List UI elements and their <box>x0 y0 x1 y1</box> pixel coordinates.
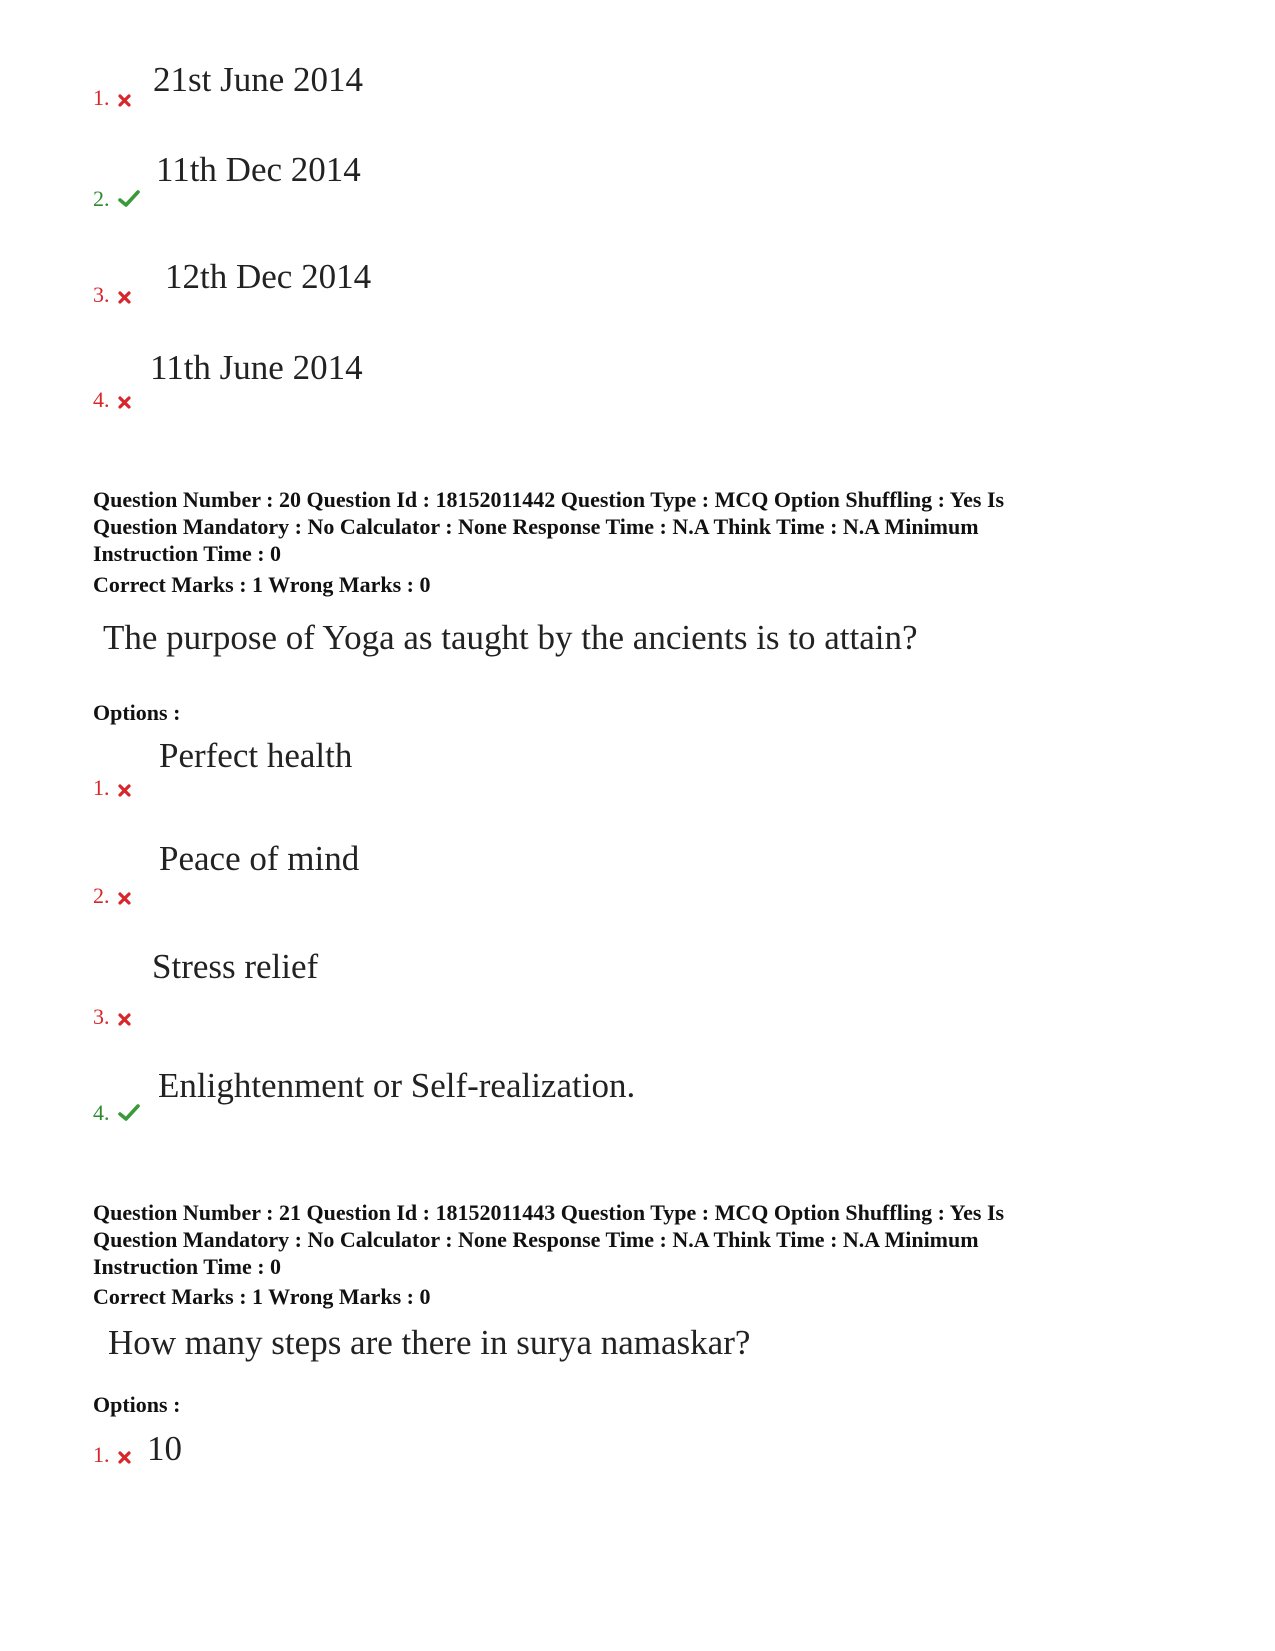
q20-option-3-text: Stress relief <box>152 947 319 986</box>
question-20-meta <box>93 486 1004 567</box>
option-number: 3. <box>93 282 110 307</box>
q20-option-2 <box>93 884 131 910</box>
meta-line-2: Question Mandatory : No Calculator : None Response Time : N.A Think Time : N.A Minimum <box>93 1227 979 1252</box>
cross-icon <box>118 886 131 910</box>
meta-line-3: Instruction Time : 0 <box>93 1254 282 1279</box>
cross-icon <box>118 778 131 802</box>
option-number: 1. <box>93 85 110 110</box>
cross-icon <box>118 285 131 309</box>
option-number: 3. <box>93 1004 110 1029</box>
q20-option-4-text: Enlightenment or Self-realization. <box>158 1066 636 1105</box>
check-icon <box>118 189 140 213</box>
check-icon <box>118 1103 140 1127</box>
q20-option-1 <box>93 776 131 802</box>
q20-option-4 <box>93 1101 140 1127</box>
option-number: 1. <box>93 775 110 800</box>
cross-icon <box>118 1007 131 1031</box>
q21-option-1-text: 10 <box>147 1429 182 1468</box>
question-21-meta <box>93 1199 1004 1280</box>
q21-option-1 <box>93 1443 131 1469</box>
cross-icon <box>118 88 131 112</box>
prev-option-2 <box>93 187 140 213</box>
option-number: 4. <box>93 387 110 412</box>
q20-option-1-text: Perfect health <box>159 736 353 775</box>
prev-option-1-text: 21st June 2014 <box>153 60 363 99</box>
question-20-marks: Correct Marks : 1 Wrong Marks : 0 <box>93 572 431 597</box>
prev-option-2-text: 11th Dec 2014 <box>156 150 361 189</box>
prev-option-3-text: 12th Dec 2014 <box>165 257 372 296</box>
prev-option-1 <box>93 86 131 112</box>
cross-icon <box>118 390 131 414</box>
question-21-marks: Correct Marks : 1 Wrong Marks : 0 <box>93 1284 431 1309</box>
question-21-options-label: Options : <box>93 1392 181 1417</box>
option-number: 4. <box>93 1100 110 1125</box>
question-20-text: The purpose of Yoga as taught by the ancients is to attain? <box>103 618 918 657</box>
meta-line-3: Instruction Time : 0 <box>93 541 282 566</box>
prev-option-4-text: 11th June 2014 <box>150 348 363 387</box>
prev-option-3 <box>93 283 131 309</box>
cross-icon <box>118 1445 131 1469</box>
option-number: 2. <box>93 186 110 211</box>
option-number: 1. <box>93 1442 110 1467</box>
meta-line-1: Question Number : 20 Question Id : 18152011442 Question Type : MCQ Option Shuffling : Yes Is <box>93 487 1005 512</box>
option-number: 2. <box>93 883 110 908</box>
meta-line-2: Question Mandatory : No Calculator : None Response Time : N.A Think Time : N.A Minimum <box>93 514 979 539</box>
q20-option-2-text: Peace of mind <box>159 839 360 878</box>
question-21-text: How many steps are there in surya namaskar? <box>108 1323 751 1362</box>
question-20-options-label: Options : <box>93 700 181 725</box>
prev-option-4 <box>93 388 131 414</box>
q20-option-3 <box>93 1005 131 1031</box>
meta-line-1: Question Number : 21 Question Id : 18152011443 Question Type : MCQ Option Shuffling : Yes Is <box>93 1200 1005 1225</box>
